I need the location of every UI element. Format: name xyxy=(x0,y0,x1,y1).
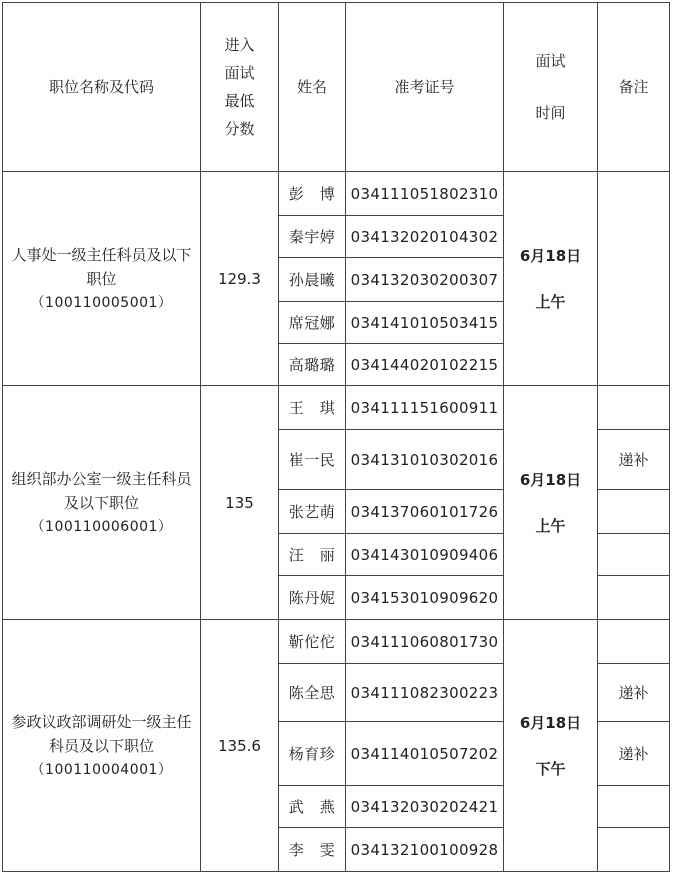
candidate-name: 王 琪 xyxy=(279,386,346,430)
remark-cell xyxy=(598,386,670,430)
exam-number: 034143010909406 xyxy=(346,534,504,576)
interview-period: 上午 xyxy=(535,292,566,311)
candidate-name: 武 燕 xyxy=(279,786,346,828)
candidate-name: 陈全思 xyxy=(279,664,346,722)
remark-cell xyxy=(598,534,670,576)
exam-number: 034132100100928 xyxy=(346,828,504,872)
position-cell xyxy=(2,620,201,872)
header-name: 姓名 xyxy=(279,2,346,172)
header-row xyxy=(2,2,670,172)
remark-cell: 递补 xyxy=(598,664,670,722)
exam-number: 034131010302016 xyxy=(346,430,504,490)
remark-cell xyxy=(598,620,670,664)
min-score-cell: 135 xyxy=(201,386,279,620)
candidate-name: 杨育珍 xyxy=(279,722,346,786)
min-score-cell: 129.3 xyxy=(201,172,279,386)
candidate-name: 靳佗佗 xyxy=(279,620,346,664)
candidate-name: 高璐璐 xyxy=(279,344,346,386)
position-code: （100110006001） xyxy=(30,518,173,535)
position-code: （100110004001） xyxy=(30,761,173,778)
exam-number: 034137060101726 xyxy=(346,490,504,534)
position-name: 参政议政部调研处一级主任科员及以下职位 xyxy=(11,712,192,755)
candidate-row xyxy=(2,386,670,430)
header-remark: 备注 xyxy=(598,2,670,172)
header-min-score xyxy=(201,2,279,172)
exam-number: 034132020104302 xyxy=(346,216,504,258)
remark-cell xyxy=(598,490,670,534)
exam-number: 034111060801730 xyxy=(346,620,504,664)
exam-number: 034144020102215 xyxy=(346,344,504,386)
candidate-name: 彭 博 xyxy=(279,172,346,216)
candidate-name: 李 雯 xyxy=(279,828,346,872)
interview-date: 6月18日 xyxy=(519,713,582,732)
position-name: 人事处一级主任科员及以下职位 xyxy=(11,245,192,288)
header-time-line: 面试 xyxy=(535,52,566,70)
candidate-name: 汪 丽 xyxy=(279,534,346,576)
header-time-line: 时间 xyxy=(535,104,566,122)
remark-cell xyxy=(598,786,670,828)
candidate-name: 张艺萌 xyxy=(279,490,346,534)
interview-period: 上午 xyxy=(535,516,566,535)
header-min-score-line: 分数 xyxy=(224,120,255,138)
exam-number: 034114010507202 xyxy=(346,722,504,786)
candidate-row xyxy=(2,620,670,664)
header-min-score-line: 面试 xyxy=(224,64,255,82)
position-cell xyxy=(2,386,201,620)
remark-cell: 递补 xyxy=(598,722,670,786)
interview-date: 6月18日 xyxy=(519,246,582,265)
position-name: 组织部办公室一级主任科员及以下职位 xyxy=(11,469,192,512)
remark-cell xyxy=(598,576,670,620)
exam-number: 034111082300223 xyxy=(346,664,504,722)
header-min-score-line: 进入 xyxy=(224,36,255,54)
candidate-name: 崔一民 xyxy=(279,430,346,490)
interview-time-cell xyxy=(504,172,598,386)
interview-period: 下午 xyxy=(535,759,566,778)
header-interview-time xyxy=(504,2,598,172)
exam-number: 034111151600911 xyxy=(346,386,504,430)
interview-time-cell xyxy=(504,620,598,872)
candidate-name: 秦宇婷 xyxy=(279,216,346,258)
interview-time-cell xyxy=(504,386,598,620)
header-min-score-line: 最低 xyxy=(224,92,255,110)
min-score-cell: 135.6 xyxy=(201,620,279,872)
candidate-row xyxy=(2,172,670,216)
position-code: （100110005001） xyxy=(30,294,173,311)
exam-number: 034132030200307 xyxy=(346,258,504,302)
remark-cell xyxy=(598,172,670,386)
exam-number: 034153010909620 xyxy=(346,576,504,620)
header-exam-no: 准考证号 xyxy=(346,2,504,172)
exam-number: 034141010503415 xyxy=(346,302,504,344)
candidate-name: 席冠娜 xyxy=(279,302,346,344)
interview-date: 6月18日 xyxy=(519,470,582,489)
header-position: 职位名称及代码 xyxy=(2,2,201,172)
exam-number: 034111051802310 xyxy=(346,172,504,216)
interview-score-table xyxy=(2,2,670,872)
remark-cell xyxy=(598,828,670,872)
remark-cell: 递补 xyxy=(598,430,670,490)
exam-number: 034132030202421 xyxy=(346,786,504,828)
position-cell xyxy=(2,172,201,386)
candidate-name: 孙晨曦 xyxy=(279,258,346,302)
candidate-name: 陈丹妮 xyxy=(279,576,346,620)
